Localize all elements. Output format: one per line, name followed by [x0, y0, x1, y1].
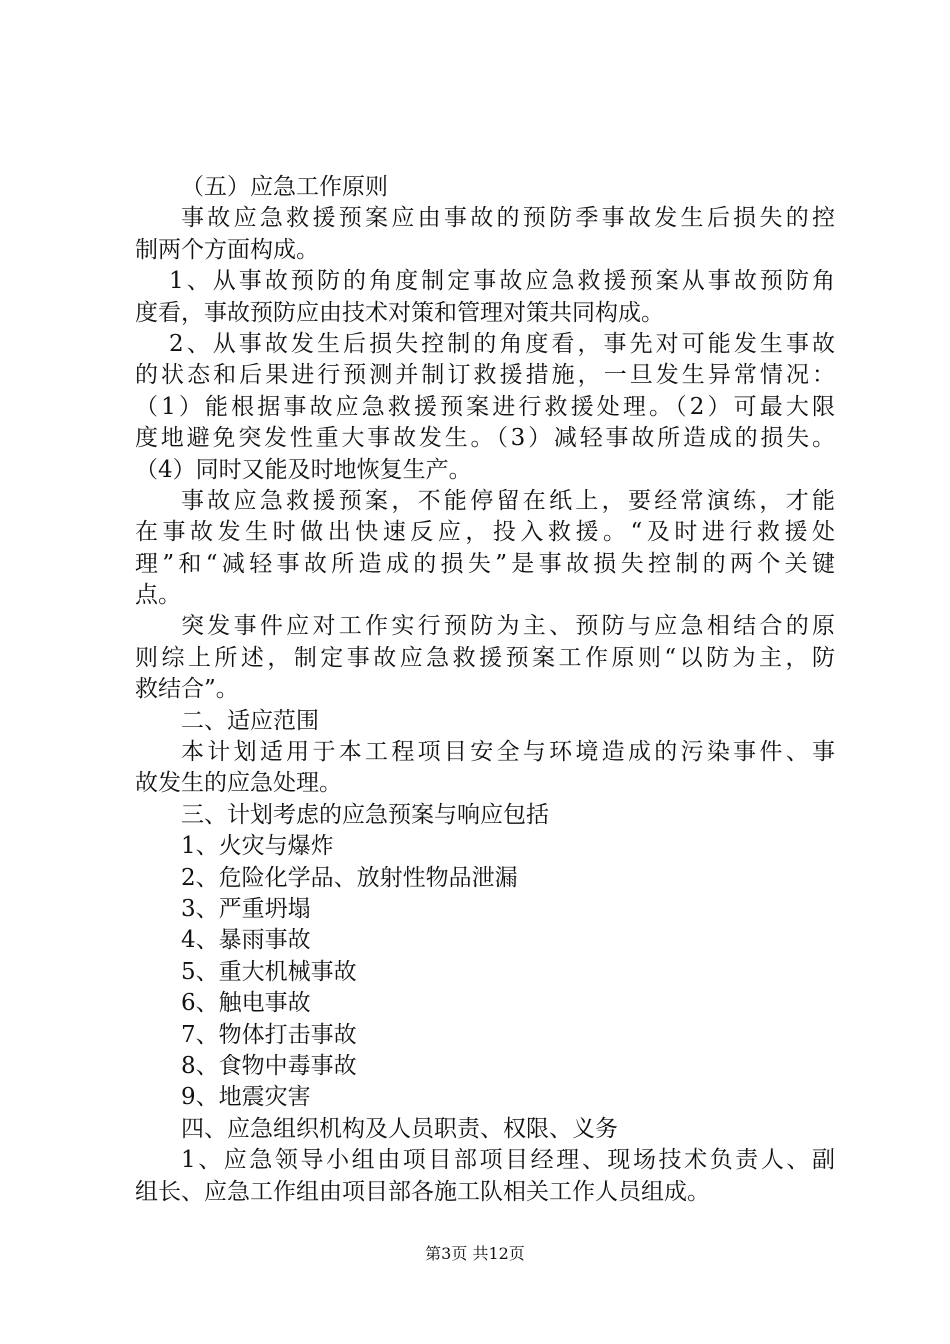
paragraph-line: 本计划适用于本工程项目安全与环境造成的污染事件、事: [181, 739, 835, 766]
paragraph-line: 度看，事故预防应由技术对策和管理对策共同构成。: [135, 299, 664, 326]
section-heading: （五）应急工作原则: [181, 174, 388, 200]
list-item: 8、食物中毒事故: [181, 1052, 357, 1079]
section-heading: 三、计划考虑的应急预案与响应包括: [181, 801, 549, 828]
section-heading: 二、适应范围: [181, 707, 319, 734]
list-item: 2、危险化学品、放射性物品泄漏: [181, 864, 518, 891]
list-item: 4、暴雨事故: [181, 927, 311, 954]
paragraph-line: 则综上所述，制定事故应急救援预案工作原则“以防为主，防: [135, 644, 835, 671]
list-item: 5、重大机械事故: [181, 958, 357, 985]
paragraph-line: 在事故发生时做出快速反应，投入救援。“及时进行救援处: [135, 519, 835, 546]
paragraph-line: 的状态和后果进行预测并制订救援措施，一旦发生异常情况：: [135, 362, 835, 389]
list-item: 3、严重坍塌: [181, 895, 311, 922]
paragraph-line: 理”和“减轻事故所造成的损失”是事故损失控制的两个关键: [135, 550, 835, 577]
paragraph-line: 组长、应急工作组由项目部各施工队相关工作人员组成。: [135, 1178, 710, 1205]
list-item: 7、物体打击事故: [181, 1021, 357, 1048]
page-number-footer: 第3页 共12页: [425, 1244, 525, 1263]
list-item: 1、火灾与爆炸: [181, 833, 334, 860]
paragraph-line: 点。: [135, 582, 181, 609]
paragraph-line: 1、应急领导小组由项目部项目经理、现场技术负责人、副: [181, 1147, 835, 1174]
paragraph-line: （1）能根据事故应急救援预案进行救援处理。（2）可最大限: [135, 393, 835, 420]
paragraph-line: 制两个方面构成。: [135, 236, 319, 263]
paragraph-line: 事故应急救援预案，不能停留在纸上，要经常演练，才能: [181, 487, 835, 514]
paragraph-line: 突发事件应对工作实行预防为主、预防与应急相结合的原: [181, 613, 835, 640]
section-heading: 四、应急组织机构及人员职责、权限、义务: [181, 1115, 618, 1142]
list-item: 6、触电事故: [181, 990, 311, 1017]
paragraph-line: 度地避免突发性重大事故发生。（3）减轻事故所造成的损失。: [135, 425, 835, 452]
paragraph-line: 故发生的应急处理。: [135, 770, 342, 797]
paragraph-line: 1、从事故预防的角度制定事故应急救援预案从事故预防角: [169, 268, 835, 295]
document-body: [135, 172, 835, 1208]
list-item: 9、地震灾害: [181, 1084, 311, 1111]
paragraph-line: 救结合”。: [135, 676, 239, 703]
paragraph-line: （4）同时又能及时地恢复生产。: [135, 456, 472, 483]
paragraph-line: 事故应急救援预案应由事故的预防季事故发生后损失的控: [181, 205, 835, 232]
paragraph-line: 2、从事故发生后损失控制的角度看，事先对可能发生事故: [169, 330, 835, 357]
